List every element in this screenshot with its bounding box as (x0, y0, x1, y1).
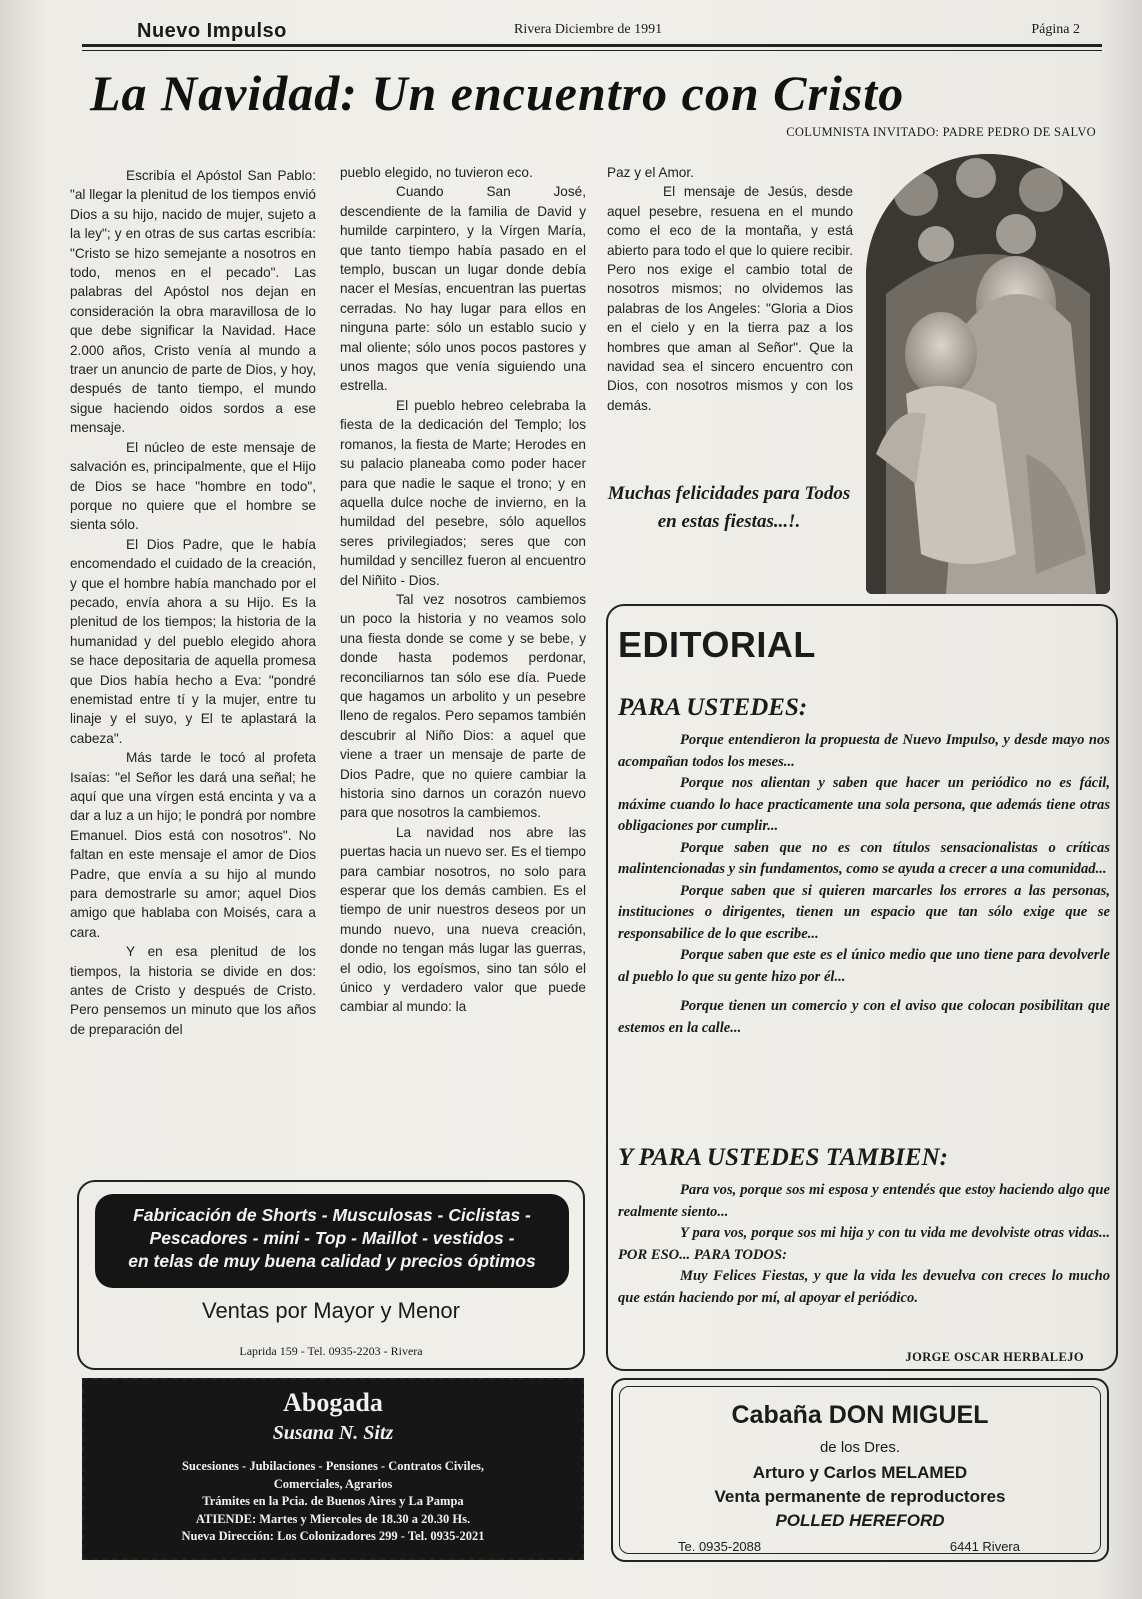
ad-lawyer (82, 1378, 584, 1560)
editorial-paragraph: Para vos, porque sos mi esposa y entendés que estoy haciendo algo que realmente siento... (618, 1182, 1110, 1220)
holiday-greeting: Muchas felicidades para Todos en estas fiestas...!. (607, 483, 851, 532)
madonna-and-child-image (866, 154, 1110, 594)
ad-lawyer-details (84, 1458, 582, 1546)
ad-cabana-title: Cabaña DON MIGUEL (731, 1401, 989, 1429)
article-paragraph: pueblo elegido, no tuvieron eco. (340, 165, 533, 180)
article-paragraph: Escribía el Apóstol San Pablo: "al llegar la plenitud de los tiempos envió Dios a su hijo, nacido de mujer, sujeto a la ley"; y en otras de sus cartas escribía: "Cristo se hizo semejante a nosotros en todo, menos en el pecado". Las palabras del Apóstol nos dejan en consideración la obra maravillosa de lo que debe significar la Navidad. Hace 2.000 años, Cristo venía al mundo a traer un anuncio de parte de Dios, y hoy, después de tanto tiempo, el mundo sigue haciendo oidos sordos a ese mensaje. (70, 168, 316, 436)
ad-line: Fabricación de Shorts - Musculosas - Ciclistas - (133, 1205, 531, 1225)
ad-lawyer-name: Susana N. Sitz (272, 1422, 394, 1444)
ad-line: en telas de muy buena calidad y precios óptimos (128, 1251, 536, 1271)
article-paragraph: Paz y el Amor. (607, 165, 694, 180)
ad-line: Comerciales, Agrarios (273, 1476, 393, 1491)
ad-line: Nueva Dirección: Los Colonizadores 299 - Tel. 0935-2021 (181, 1529, 485, 1543)
article-paragraph: La navidad nos abre las puertas hacia un nuevo ser. Es el tiempo para cambiar nosotros, no solo para esperar que los demás cambien. Es el tiempo de unir nuestros deseos por un mundo nuevo, una nueva creación, donde no tengan más lugar las guerras, el odio, los egoísmos, sino tan sólo el único y verdadero valor que puede cambiar al mundo: la (340, 824, 586, 1015)
header-rule (82, 44, 1102, 47)
editorial-paragraph: Porque tienen un comercio y con el aviso que colocan posibilitan que estemos en la calle... (618, 998, 1110, 1036)
editorial-paragraph: Y para vos, porque sos mi hija y con tu vida me devolviste otras vidas... POR ESO... PARA TODOS: (618, 1225, 1110, 1263)
issue-date: Rivera Diciembre de 1991 (514, 22, 663, 37)
page-number: Página 2 (1031, 22, 1080, 37)
article-column-1 (70, 166, 316, 1039)
ad-sales-text: Ventas por Mayor y Menor (201, 1298, 460, 1323)
page-header (82, 18, 1102, 44)
article-paragraph: El Dios Padre, que le había encomendado el cuidado de la creación, y que el hombre había manchado por el pecado, envía ahora a su Hijo. Es la plenitud de los tiempos; la historia de la humanidad y del pueblo elegido ahora se hace depositaria de aquella promesa que Dios había hecho a Eva: "pondré enemistad entre tí y la mujer, entre tu linaje y el suyo, y El te aplastará la cabeza". (70, 536, 316, 746)
editorial-title: EDITORIAL (618, 624, 816, 665)
editorial-paragraph: Porque saben que no es con títulos sensacionalistas o críticas malintencionadas y sin fundamentos, como se ayuda a crecer a una comunidad... (618, 839, 1110, 877)
article-byline: COLUMNISTA INVITADO: PADRE PEDRO DE SALVO (786, 125, 1096, 139)
ad-lawyer-title: Abogada (283, 1388, 383, 1417)
ad-address: Laprida 159 - Tel. 0935-2203 - Rivera (239, 1344, 423, 1358)
article-paragraph: El mensaje de Jesús, desde aquel pesebre, resuena en el mundo como el eco de la montaña, y está abierto para todo el que lo quiere recibir. Pero nos exige el cambio total de nosotros mismos; no olvidemos las palabras de los Angeles: "Gloria a Dios en el cielo y en la tierra paz a los hombres que aman al Señor". Que la navidad sea el sincero encuentro con Dios, con nosotros mismos y con los demás. (607, 184, 853, 413)
article-title: La Navidad: Un encuentro con Cristo (90, 65, 905, 121)
article-column-3 (607, 163, 853, 415)
ad-cabana-line: POLLED HEREFORD (775, 1511, 945, 1530)
editorial-box (606, 604, 1118, 1371)
editorial-body-1 (618, 730, 1110, 1039)
ad-line: ATIENDE: Martes y Miercoles de 18.30 a 20.30 Hs. (195, 1511, 471, 1526)
editorial-heading-2: Y PARA USTEDES TAMBIEN: (618, 1144, 948, 1171)
ad-line: Sucesiones - Jubilaciones - Pensiones - Contratos Civiles, (181, 1459, 485, 1473)
article-paragraph: Y en esa plenitud de los tiempos, la historia se divide en dos: antes de Cristo y después de Cristo. Pero pensemos un minuto que los años de preparación del (70, 944, 316, 1037)
ad-clothing-banner (95, 1194, 569, 1288)
editorial-paragraph: Porque nos alientan y saben que hacer un periódico no es fácil, máxime cuando lo hace practicamente una sola persona, que además tiene otras obligaciones por cumplir... (618, 775, 1110, 834)
ad-clothing (77, 1180, 585, 1370)
ad-cabana-city: 6441 Rivera (949, 1539, 1020, 1554)
editorial-heading-1: PARA USTEDES: (618, 694, 808, 721)
article-paragraph: El núcleo de este mensaje de salvación es, principalmente, que el Hijo de Dios se hace "hombre en todo", porque no quiere que el hombre se sienta sólo. (70, 439, 316, 533)
editorial-paragraph: Porque entendieron la propuesta de Nuevo Impulso, y desde mayo nos acompañan todos los meses... (618, 732, 1110, 770)
editorial-signature: JORGE OSCAR HERBALEJO (905, 1350, 1084, 1364)
ad-cabana-phone: Te. 0935-2088 (678, 1539, 762, 1554)
editorial-paragraph: Muy Felices Fiestas, y que la vida les devuelva con creces lo mucho que están haciendo por mí, al apoyar el periódico. (618, 1268, 1110, 1306)
ad-cabana-line: Venta permanente de reproductores (714, 1487, 1006, 1506)
editorial-paragraph: Porque saben que este es el único medio que uno tiene para devolverle al pueblo lo que su gente hizo por él... (618, 947, 1110, 985)
ad-line: Trámites en la Pcia. de Buenos Aires y La Pampa (202, 1494, 464, 1508)
article-paragraph: Cuando San José, descendiente de la familia de David y humilde carpintero, y la Vírgen María, que tanto tiempo había pasado en el templo, buscan un lugar donde debía nacer el Mesías, encuentran las puertas cerradas. No hay lugar para ellos en ninguna parte: sólo un establo sucio y mal oliente; sólo unos pocos pastores y unos magos que venía siguiendo una estrella. (340, 184, 586, 394)
article-column-2 (340, 163, 586, 1017)
ad-line: Pescadores - mini - Top - Maillot - vestidos - (149, 1228, 515, 1248)
article-paragraph: Más tarde le tocó al profeta Isaías: "el Señor les dará una señal; he aquí que una vírgen está encinta y va a dar a luz a un hijo; le pondrá por nombre Emanuel. Dios está con nosotros". No faltan en este mensaje el amor de Dios Padre, que envía a su hijo al mundo para demostrarle su amor; aquel Dios amigo que hablaba con Moisés, cara a cara. (70, 750, 316, 940)
article-paragraph: Tal vez nosotros cambiemos un poco la historia y no veamos solo una fiesta donde se come y se bebe, y donde hasta podemos perdonar, reconciliarnos tan sólo ese día. Puede que hagamos un arbolito y un pesebre lleno de regalos. Pero sepamos también descubrir al Niño Dios: a aquel que viene a traer un mensaje de parte de Dios Padre, que no quiere cambiar la historia sino darnos un corazón nuevo para que nosotros la cambiemos. (340, 591, 586, 821)
ad-cabana-line: de los Dres. (819, 1439, 901, 1456)
madonna-sculpture-icon (866, 154, 1110, 594)
editorial-paragraph: Porque saben que si quieren marcarles los errores a las personas, instituciones o dirigentes, tienen un espacio que tan sólo exige que se responsabilice de lo que escribe... (618, 882, 1110, 942)
article-paragraph: El pueblo hebreo celebraba la fiesta de la dedicación del Templo; los romanos, la fiesta de Marte; Herodes en su palacio planeaba como poder hacer para que nadie le saque el trono; y en aquella dulce noche de invierno, en la humildad del pesebre, sólo aquellos seres privilegiados; seres que con humildad y sencillez fueron al encuentro del Niñito - Dios. (340, 397, 586, 588)
paper-name: Nuevo Impulso (137, 20, 287, 42)
ad-cabana (611, 1378, 1109, 1562)
header-rule-thin (82, 50, 1102, 51)
editorial-body-2 (618, 1180, 1110, 1309)
ad-cabana-frame (619, 1386, 1101, 1554)
ad-cabana-line: Arturo y Carlos MELAMED (752, 1463, 968, 1482)
